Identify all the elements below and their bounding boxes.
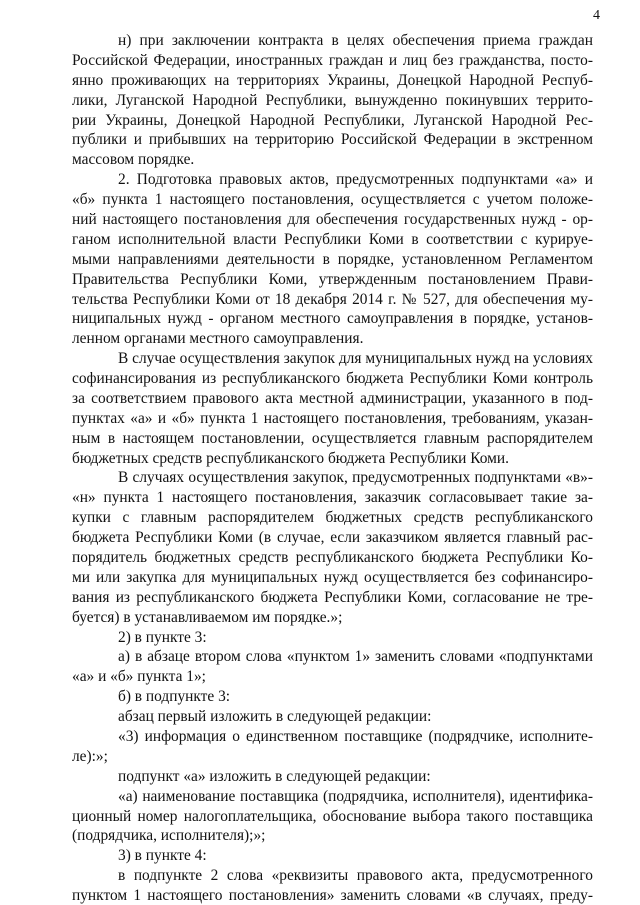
text-line: «а» и «б» пункта 1»; — [72, 668, 206, 686]
text-line: ми или закупка для муниципальных нужд осуществляется без софинансиро- — [72, 568, 593, 586]
text-line: 3) в пункте 4: — [118, 847, 207, 865]
text-line: публики и прибывших на территорию Российской Федерации в экстренном — [72, 131, 593, 149]
text-line: ленном органами местного самоуправления. — [72, 330, 364, 348]
text-line: софинансирования из республиканского бюджета Республики Коми контроль — [72, 370, 593, 387]
text-line: купки с главным распорядителем бюджетных средств республиканского — [72, 509, 593, 527]
text-line: лики, Луганской Народной Республики, вынужденно покинувших террито- — [72, 91, 593, 109]
text-line: ний настоящего постановления для обеспечения государственных нужд - ор- — [72, 211, 593, 228]
text-line: вания из республиканского бюджета Республики Коми, согласование не тре- — [72, 588, 593, 606]
text-line: В случаях осуществления закупок, предусмотренных подпунктами «в»- — [118, 469, 593, 487]
text-line: буется) в устанавливаемом им порядке.»; — [72, 608, 343, 626]
text-line: за соответствием правового акта местной администрации, указанного в под- — [72, 389, 593, 407]
text-line: ниципальных нужд - органом местного самоуправления в порядке, установ- — [72, 310, 593, 328]
text-line: мыми направлениями деятельности в порядке, установленном Регламентом — [72, 250, 593, 268]
text-line: н) при заключении контракта в целях обеспечения приема граждан — [118, 32, 593, 49]
text-line: рии Украины, Донецкой Народной Республики, Луганской Народной Рес- — [72, 111, 593, 129]
text-line: янно проживающих на территориях Украины, Донецкой Народной Респуб- — [72, 71, 593, 89]
text-line: пунктах «а» и «б» пункта 1 настоящего постановления, требованиям, указан- — [72, 409, 593, 427]
page-number: 4 — [593, 8, 600, 23]
text-line: В случае осуществления закупок для муниципальных нужд на условиях — [118, 350, 593, 368]
text-line: тельства Республики Коми от 18 декабря 2014 г. № 527, для обеспечения му- — [72, 290, 593, 308]
text-line: массовом порядке. — [72, 151, 195, 169]
text-line: Российской Федерации, иностранных граждан и лиц без гражданства, посто- — [72, 51, 593, 69]
text-line: Правительства Республики Коми, утвержденным постановлением Прави- — [72, 270, 593, 288]
text-line: б) в подпункте 3: — [118, 688, 231, 706]
text-line: абзац первый изложить в следующей редакции: — [118, 708, 432, 725]
text-line: ле):»; — [72, 747, 108, 765]
text-line: бюджета Республики Коми (в случае, если заказчиком является главный рас- — [72, 529, 593, 547]
text-line: бюджетных средств республиканского бюджета Республики Коми. — [72, 449, 509, 467]
text-line: ционный номер налогоплательщика, обоснование выбора такого поставщика — [72, 807, 593, 825]
text-line: «3) информация о единственном поставщике (подрядчике, исполните- — [118, 727, 593, 745]
text-line: ным в настоящем постановлении, осуществляется главным распорядителем — [72, 429, 593, 447]
text-line: подпункт «а» изложить в следующей редакции: — [118, 767, 431, 785]
text-line: ганом исполнительной власти Республики Коми в соответствии с курируе- — [72, 230, 593, 248]
text-line: «н» пункта 1 настоящего постановления, заказчик согласовывает такие за- — [72, 489, 593, 507]
text-line: пунктом 1 настоящего постановления» заменить словами «в случаях, преду- — [72, 887, 593, 904]
text-line: в подпункте 2 слова «реквизиты правового акта, предусмотренного — [118, 867, 593, 885]
text-line: 2. Подготовка правовых актов, предусмотренных подпунктами «а» и — [118, 171, 593, 189]
text-line: (подрядчика, исполнителя);»; — [72, 827, 266, 845]
text-line: порядитель бюджетных средств республиканского бюджета Республики Ко- — [72, 549, 593, 566]
text-line: а) в абзаце втором слова «пунктом 1» заменить словами «подпунктами — [118, 648, 593, 666]
text-line: «б» пункта 1 настоящего постановления, осуществляется с учетом положе- — [72, 191, 593, 209]
text-line: «а) наименование поставщика (подрядчика, исполнителя), идентифика- — [118, 787, 593, 805]
text-line: 2) в пункте 3: — [118, 628, 207, 646]
